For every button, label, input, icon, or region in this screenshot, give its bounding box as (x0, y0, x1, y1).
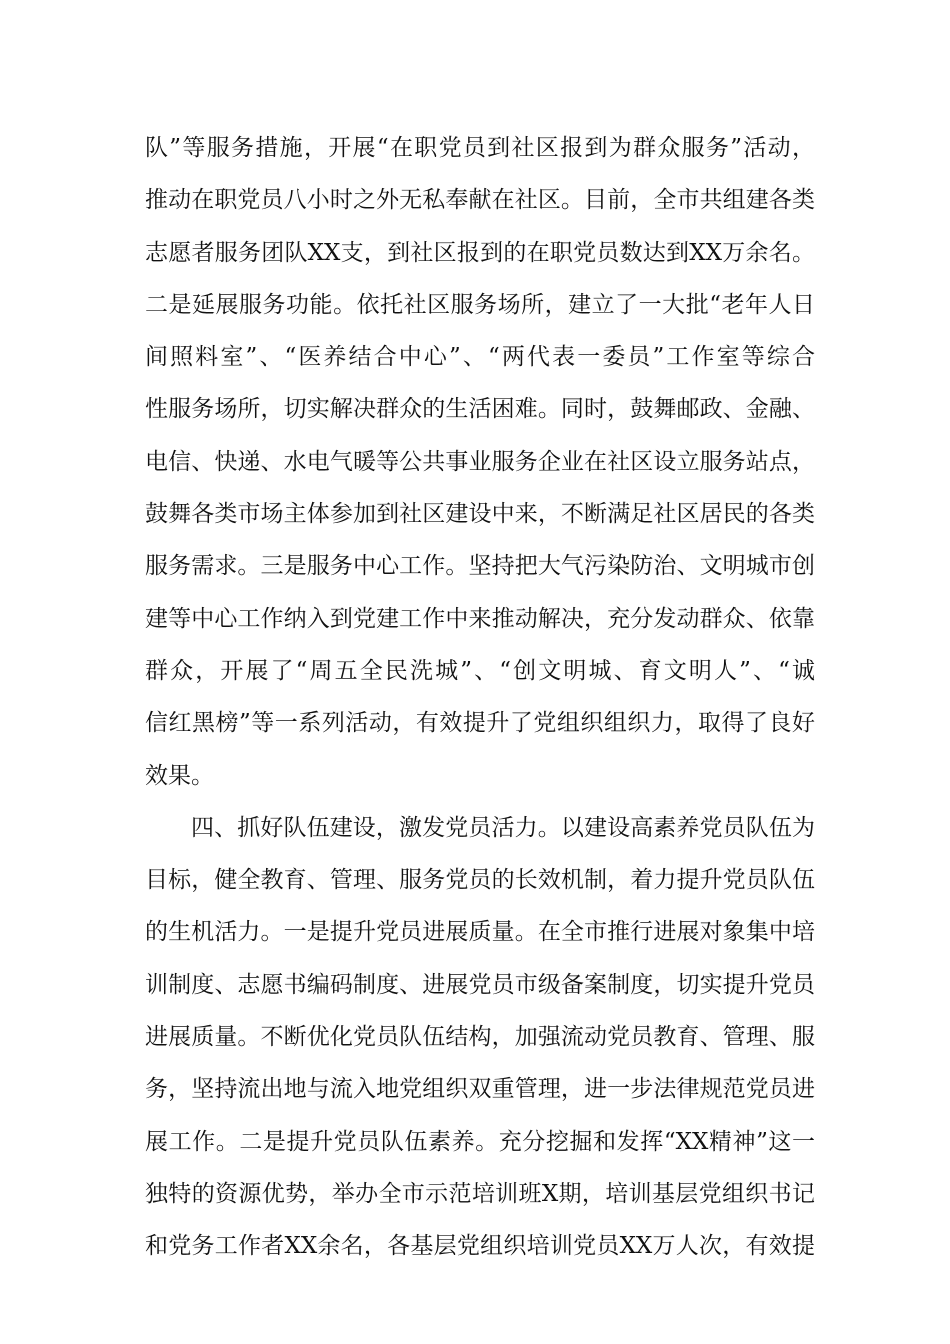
text-line: 训制度、志愿书编码制度、进展党员市级备案制度，切实提升党员 (145, 971, 815, 998)
text-line: 建等中心工作纳入到党建工作中来推动解决，充分发动群众、依靠 (145, 605, 815, 632)
text-line: 电信、快递、水电气暖等公共事业服务企业在社区设立服务站点， (145, 448, 815, 475)
text-line: 务，坚持流出地与流入地党组织双重管理，进一步法律规范党员进 (145, 1076, 815, 1103)
text-line: 鼓舞各类市场主体参加到社区建设中来，不断满足社区居民的各类 (145, 501, 815, 528)
text-line: 信红黑榜”等一系列活动，有效提升了党组织组织力，取得了良好 (145, 710, 815, 737)
text-line: 独特的资源优势，举办全市示范培训班X期，培训基层党组织书记 (145, 1180, 815, 1207)
text-line: 展工作。二是提升党员队伍素养。充分挖掘和发挥“XX精神”这一 (145, 1128, 815, 1155)
text-line: 群众，开展了“周五全民洗城”、“创文明城、育文明人”、“诚 (145, 657, 815, 684)
text-line: 推动在职党员八小时之外无私奉献在社区。目前，全市共组建各类 (145, 187, 815, 214)
text-line: 服务需求。三是服务中心工作。坚持把大气污染防治、文明城市创 (145, 553, 815, 580)
text-line: 性服务场所，切实解决群众的生活困难。同时，鼓舞邮政、金融、 (145, 396, 815, 423)
paragraph-first-line: 四、抓好队伍建设，激发党员活力。以建设高素养党员队伍为 (191, 814, 815, 841)
text-line: 间照料室”、“医养结合中心”、“两代表一委员”工作室等综合 (145, 344, 815, 371)
paragraph-end-line: 效果。 (145, 762, 214, 789)
text-line: 二是延展服务功能。依托社区服务场所，建立了一大批“老年人日 (145, 291, 815, 318)
text-line: 进展质量。不断优化党员队伍结构，加强流动党员教育、管理、服 (145, 1024, 815, 1051)
text-line: 的生机活力。一是提升党员进展质量。在全市推行进展对象集中培 (145, 919, 815, 946)
text-line: 志愿者服务团队XX支，到社区报到的在职党员数达到XX万余名。 (145, 239, 815, 266)
text-line: 和党务工作者XX余名，各基层党组织培训党员XX万人次，有效提 (145, 1233, 815, 1260)
text-line: 目标，健全教育、管理、服务党员的长效机制，着力提升党员队伍 (145, 867, 815, 894)
body-text (145, 131, 815, 1282)
text-line: 队”等服务措施，开展“在职党员到社区报到为群众服务”活动， (145, 135, 815, 161)
